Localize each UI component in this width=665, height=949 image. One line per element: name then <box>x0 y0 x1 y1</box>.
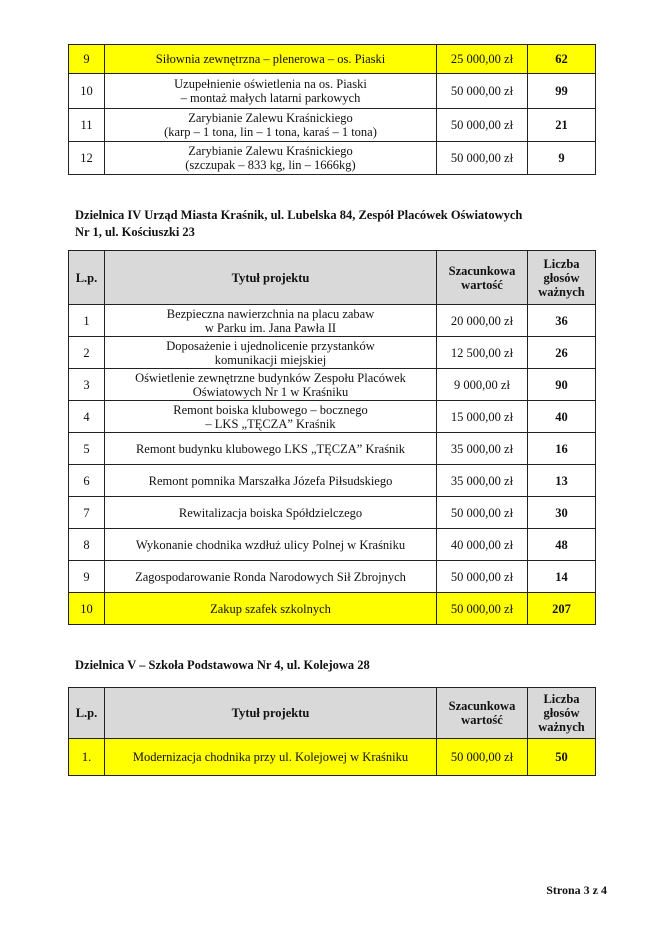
row-title <box>105 401 437 433</box>
row-title-line: – montaż małych latarni parkowych <box>180 91 361 105</box>
row-votes: 50 <box>528 739 596 776</box>
row-lp: 9 <box>69 45 105 74</box>
row-votes: 99 <box>528 74 596 109</box>
row-votes: 36 <box>528 305 596 337</box>
table-row <box>69 401 596 433</box>
section-iv-heading-line1: Dzielnica IV Urząd Miasta Kraśnik, ul. Lubelska 84, Zespół Placówek Oświatowych <box>75 208 523 222</box>
header-value <box>437 251 528 305</box>
page-number: Strona 3 z 4 <box>546 883 607 897</box>
row-title-line: Zarybianie Zalewu Kraśnickiego <box>188 111 353 125</box>
row-value: 15 000,00 zł <box>437 401 528 433</box>
row-title <box>105 433 437 465</box>
row-title <box>105 142 437 175</box>
row-title-line: w Parku im. Jana Pawła II <box>204 320 337 335</box>
row-votes: 207 <box>528 593 596 625</box>
row-title <box>105 109 437 142</box>
row-value: 50 000,00 zł <box>437 74 528 109</box>
section-v-table <box>68 687 596 776</box>
header-title: Tytuł projektu <box>105 251 437 305</box>
table-row <box>69 739 596 776</box>
row-title-line: – LKS „TĘCZA” Kraśnik <box>205 416 336 431</box>
row-title-line: Doposażenie i ujednolicenie przystanków <box>166 338 375 353</box>
projects-table-continued <box>68 44 596 175</box>
header-votes-line: głosów <box>543 706 580 720</box>
row-title-line: Rewitalizacja boiska Spółdzielczego <box>178 505 363 520</box>
row-lp: 6 <box>69 465 105 497</box>
row-lp: 10 <box>69 593 105 625</box>
row-title <box>105 74 437 109</box>
header-votes-line: Liczba <box>543 256 580 271</box>
row-lp: 8 <box>69 529 105 561</box>
table-header-row <box>69 688 596 739</box>
row-title <box>105 529 437 561</box>
section-iv-heading-line2: Nr 1, ul. Kościuszki 23 <box>75 225 195 239</box>
row-title-line: Bezpieczna nawierzchnia na placu zabaw <box>166 306 375 321</box>
row-title <box>105 369 437 401</box>
row-lp: 2 <box>69 337 105 369</box>
header-title: Tytuł projektu <box>105 688 437 739</box>
row-title <box>105 45 437 74</box>
row-votes: 62 <box>528 45 596 74</box>
row-title-line: Remont budynku klubowego LKS „TĘCZA” Kraśnik <box>135 441 406 456</box>
table-row <box>69 369 596 401</box>
row-value: 50 000,00 zł <box>437 109 528 142</box>
row-votes: 13 <box>528 465 596 497</box>
row-value: 9 000,00 zł <box>437 369 528 401</box>
row-value: 40 000,00 zł <box>437 529 528 561</box>
header-value <box>437 688 528 739</box>
row-votes: 90 <box>528 369 596 401</box>
table-row <box>69 45 596 74</box>
row-title <box>105 337 437 369</box>
header-votes <box>528 688 596 739</box>
header-votes-line: ważnych <box>538 720 585 734</box>
header-value-line: Szacunkowa <box>448 699 516 713</box>
row-lp: 3 <box>69 369 105 401</box>
table-row <box>69 433 596 465</box>
row-value: 12 500,00 zł <box>437 337 528 369</box>
row-title-line: Oświatowych Nr 1 w Kraśniku <box>192 384 349 399</box>
row-value: 50 000,00 zł <box>437 142 528 175</box>
row-title-line: (karp – 1 tona, lin – 1 tona, karaś – 1 tona) <box>164 125 377 139</box>
row-votes: 9 <box>528 142 596 175</box>
row-lp: 9 <box>69 561 105 593</box>
section-iv-heading <box>75 207 595 241</box>
header-votes-line: Liczba <box>543 692 580 706</box>
row-title <box>105 305 437 337</box>
table-row <box>69 109 596 142</box>
row-lp: 1. <box>69 739 105 776</box>
row-value: 35 000,00 zł <box>437 465 528 497</box>
row-title-line: Zagospodarowanie Ronda Narodowych Sił Zbrojnych <box>135 569 406 584</box>
row-value: 50 000,00 zł <box>437 593 528 625</box>
row-title-line: Uzupełnienie oświetlenia na os. Piaski <box>174 77 367 91</box>
row-lp: 1 <box>69 305 105 337</box>
row-title-line: komunikacji miejskiej <box>214 352 327 367</box>
row-value: 25 000,00 zł <box>437 45 528 74</box>
section-iv-table <box>68 250 596 625</box>
row-votes: 14 <box>528 561 596 593</box>
table-row <box>69 305 596 337</box>
row-title <box>105 739 437 776</box>
header-value-line: wartość <box>461 713 503 727</box>
row-votes: 48 <box>528 529 596 561</box>
row-value: 50 000,00 zł <box>437 497 528 529</box>
row-title-line: Modernizacja chodnika przy ul. Kolejowej w Kraśniku <box>132 750 409 764</box>
row-value: 20 000,00 zł <box>437 305 528 337</box>
row-lp: 7 <box>69 497 105 529</box>
row-lp: 4 <box>69 401 105 433</box>
row-votes: 26 <box>528 337 596 369</box>
table-header-row <box>69 251 596 305</box>
row-title-line: Zakup szafek szkolnych <box>210 601 331 616</box>
table-row <box>69 142 596 175</box>
row-votes: 30 <box>528 497 596 529</box>
section-v-heading: Dzielnica V – Szkoła Podstawowa Nr 4, ul. Kolejowa 28 <box>75 658 370 672</box>
header-votes-line: głosów <box>543 270 580 285</box>
row-title <box>105 497 437 529</box>
header-votes-line: ważnych <box>538 284 585 299</box>
table-row <box>69 337 596 369</box>
row-lp: 5 <box>69 433 105 465</box>
row-title-line: Remont pomnika Marszałka Józefa Piłsudskiego <box>148 473 393 488</box>
header-lp: L.p. <box>69 688 105 739</box>
row-lp: 12 <box>69 142 105 175</box>
row-value: 50 000,00 zł <box>437 561 528 593</box>
row-lp: 11 <box>69 109 105 142</box>
table-row <box>69 529 596 561</box>
header-value-line: wartość <box>461 277 503 292</box>
row-votes: 40 <box>528 401 596 433</box>
row-title <box>105 593 437 625</box>
row-title-line: Remont boiska klubowego – bocznego <box>173 402 368 417</box>
row-votes: 16 <box>528 433 596 465</box>
row-title <box>105 465 437 497</box>
row-title-line: Wykonanie chodnika wzdłuż ulicy Polnej w Kraśniku <box>135 537 406 552</box>
row-votes: 21 <box>528 109 596 142</box>
row-title-line: Oświetlenie zewnętrzne budynków Zespołu Placówek <box>135 370 406 385</box>
header-lp: L.p. <box>69 251 105 305</box>
table-row <box>69 561 596 593</box>
row-value: 35 000,00 zł <box>437 433 528 465</box>
table-row <box>69 465 596 497</box>
table-row <box>69 497 596 529</box>
header-value-line: Szacunkowa <box>448 263 516 278</box>
row-title-line: Zarybianie Zalewu Kraśnickiego <box>188 144 353 158</box>
table-row <box>69 74 596 109</box>
table-row <box>69 593 596 625</box>
row-title-line: (szczupak – 833 kg, lin – 1666kg) <box>185 158 356 172</box>
header-votes <box>528 251 596 305</box>
row-title-line: Siłownia zewnętrzna – plenerowa – os. Piaski <box>155 52 386 66</box>
row-value: 50 000,00 zł <box>437 739 528 776</box>
row-lp: 10 <box>69 74 105 109</box>
row-title <box>105 561 437 593</box>
